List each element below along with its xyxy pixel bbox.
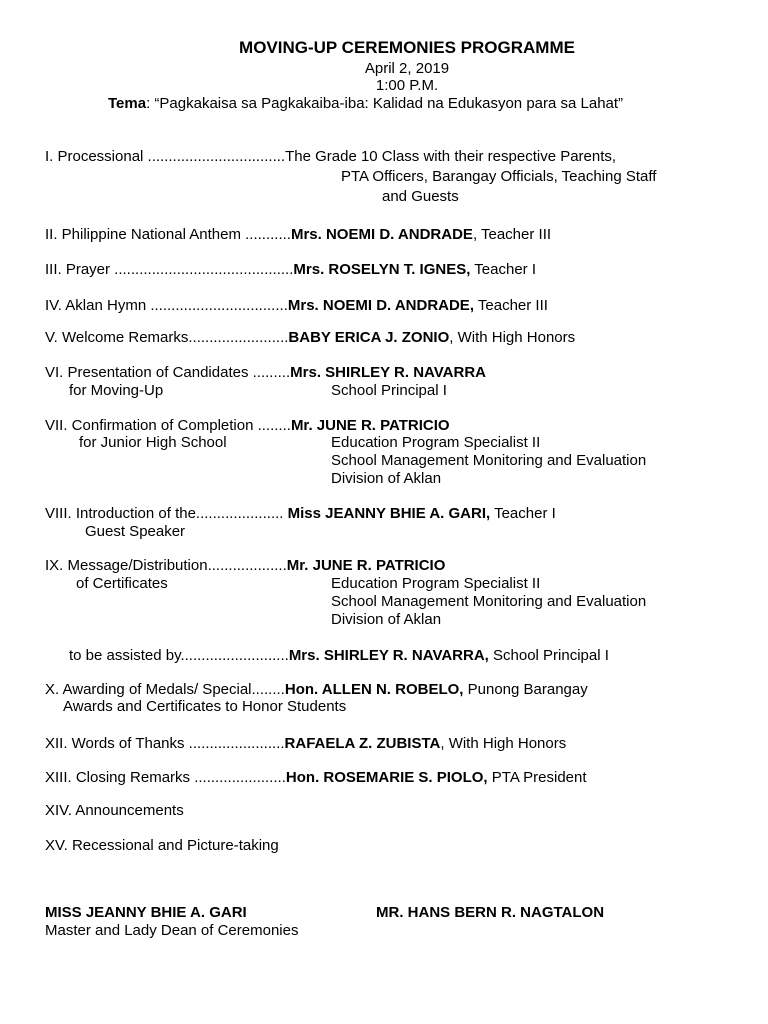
emcee-name (45, 904, 247, 922)
event-date: April 2, 2019 (364, 60, 450, 77)
item-label: XII. Words of Thanks ....................... (45, 735, 285, 752)
item-label: II. Philippine National Anthem ........... (45, 226, 291, 243)
emcee-caption: Master and Lady Dean of Ceremonies (45, 922, 299, 939)
person-name: Mrs. SHIRLEY R. NAVARRA, (288, 647, 489, 664)
person-role: , With High Honors (440, 735, 567, 752)
program-item-10 (45, 681, 588, 699)
item-label: IX. Message/Distribution................... (45, 557, 287, 574)
person-role: Division of Aklan (331, 611, 442, 628)
person-name: Miss JEANNY BHIE A. GARI, (287, 505, 491, 522)
program-item-4 (45, 297, 548, 315)
item-label-cont: of Certificates (76, 575, 168, 592)
person-role: Punong Barangay (463, 681, 588, 698)
person-role: Teacher I (490, 505, 556, 522)
item-label: VIII. Introduction of the..................... (45, 505, 284, 522)
program-item-6 (45, 364, 486, 382)
person-name: Mrs. SHIRLEY R. NAVARRA (290, 364, 486, 381)
item-detail-line: and Guests (382, 188, 459, 205)
person-role: School Management Monitoring and Evaluation (331, 452, 647, 469)
item-label: I. Processional ................................. (45, 148, 286, 165)
person-name: RAFAELA Z. ZUBISTA (284, 735, 441, 752)
program-item-9 (45, 557, 445, 575)
theme-text: : “Pagkakaisa sa Pagkakaiba-iba: Kalidad na Edukasyon para sa Lahat” (146, 95, 624, 112)
person-name: BABY ERICA J. ZONIO (288, 329, 450, 346)
program-item-12 (45, 735, 566, 753)
item-label: III. Prayer ........................................... (45, 261, 294, 278)
program-item-14: XIV. Announcements (45, 802, 184, 819)
person-role: School Principal I (331, 382, 447, 399)
item-label-cont: for Moving-Up (69, 382, 164, 399)
item-label: IV. Aklan Hymn ................................. (45, 297, 288, 314)
item-label: V. Welcome Remarks........................ (45, 329, 289, 346)
event-time: 1:00 P.M. (375, 77, 439, 94)
program-item-1 (45, 148, 616, 166)
item-label: XIII. Closing Remarks ...................... (45, 769, 286, 786)
emcee-name-2: MR. HANS BERN R. NAGTALON (376, 904, 605, 921)
item-label: to be assisted by.......................... (69, 647, 289, 664)
person-name: Mrs. NOEMI D. ANDRADE (290, 226, 473, 243)
item-detail-line: PTA Officers, Barangay Officials, Teaching Staff (341, 168, 657, 185)
person-name: Mr. JUNE R. PATRICIO (286, 557, 446, 574)
person-role: , With High Honors (449, 329, 576, 346)
person-role: Education Program Specialist II (331, 434, 541, 451)
person-role: Division of Aklan (331, 470, 442, 487)
program-item-15: XV. Recessional and Picture-taking (45, 837, 279, 854)
person-role: Teacher I (470, 261, 536, 278)
program-item-8 (45, 505, 556, 523)
theme-line (108, 95, 623, 113)
person-role: School Management Monitoring and Evaluation (331, 593, 647, 610)
page-title: MOVING-UP CEREMONIES PROGRAMME (239, 38, 575, 57)
person-name: Mr. JUNE R. PATRICIO (290, 417, 450, 434)
person-role: , Teacher III (472, 226, 552, 243)
program-item-7 (45, 417, 450, 435)
item-detail: The Grade 10 Class with their respective Parents, (285, 148, 617, 165)
item-label-cont: Guest Speaker (85, 523, 186, 540)
program-item-5 (45, 329, 575, 347)
person-role: School Principal I (488, 647, 609, 664)
person-role: Education Program Specialist II (331, 575, 541, 592)
item-label-cont: Awards and Certificates to Honor Students (63, 698, 347, 715)
item-label: X. Awarding of Medals/ Special........ (45, 681, 285, 698)
item-label-cont: for Junior High School (79, 434, 227, 451)
emcee-name-1: MISS JEANNY BHIE A. GARI (45, 904, 247, 921)
emcee-name (376, 904, 604, 922)
item-label: VI. Presentation of Candidates ......... (45, 364, 291, 381)
program-item-3 (45, 261, 536, 279)
program-assist (69, 647, 609, 665)
person-role: Teacher III (473, 297, 548, 314)
theme-label: Tema (108, 95, 147, 112)
person-name: Mrs. NOEMI D. ANDRADE, (287, 297, 474, 314)
person-name: Hon. ROSEMARIE S. PIOLO, (285, 769, 488, 786)
item-label: VII. Confirmation of Completion ........ (45, 417, 291, 434)
person-role: PTA President (487, 769, 587, 786)
program-item-2 (45, 226, 551, 244)
person-name: Hon. ALLEN N. ROBELO, (284, 681, 464, 698)
person-name: Mrs. ROSELYN T. IGNES, (293, 261, 471, 278)
program-item-13 (45, 769, 587, 787)
